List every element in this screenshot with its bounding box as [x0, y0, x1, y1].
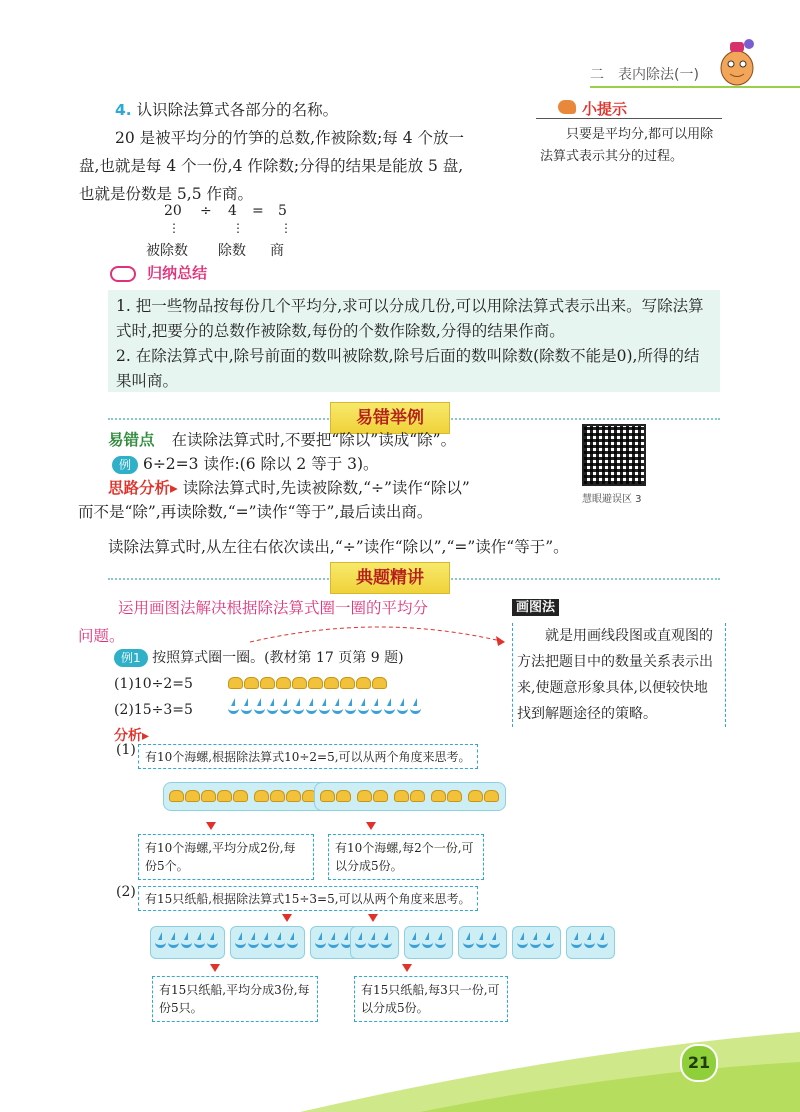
item-line: 也就是份数是 5,5 作商。: [79, 185, 254, 203]
shell-groups-right: [314, 782, 506, 811]
part1-right: 有10个海螺,每2个一份,可以分成5份。: [328, 834, 484, 880]
method-title: 画图法: [512, 599, 559, 616]
typical-banner: 典题精讲: [330, 562, 450, 594]
part1-left: 有10个海螺,平均分成2份,每份5个。: [138, 834, 314, 880]
boat-groups-right: [350, 926, 615, 959]
page-number: 21: [680, 1044, 718, 1082]
item-line: 盘,也就是每 4 个一份,4 作除数;分得的结果是能放 5 盘,: [79, 157, 464, 175]
bird-icon: [558, 100, 576, 114]
label-quotient: 商: [270, 243, 284, 259]
analysis-text: 而不是“除”,再读除数,“=”读作“等于”,最后读出商。: [78, 503, 433, 521]
method-text: 就是用画线段图或直观图的方法把题目中的数量关系表示出来,使题意形象具体,以便较快地找到解题途径的策略。: [512, 623, 726, 727]
item-number: 4.: [115, 101, 132, 119]
mistakes-banner: 易错举例: [330, 402, 450, 434]
tip-title: 小提示: [582, 100, 628, 118]
part2-text: 有15只纸船,根据除法算式15÷3=5,可以从两个角度来思考。: [138, 886, 478, 911]
mistake-conclusion: 读除法算式时,从左往右依次读出,“÷”读作“除以”,“=”读作“等于”。: [108, 538, 569, 556]
method-box: [512, 596, 726, 727]
example-tag: 例: [112, 456, 138, 474]
analysis-label: 思路分析: [108, 479, 171, 497]
item-title: 认识除法算式各部分的名称。: [136, 101, 339, 119]
summary-item: 2. 在除法算式中,除号前面的数叫被除数,除号后面的数叫除数(除数不能是0),所得的结果叫商。: [116, 347, 700, 390]
analysis-text: 读除法算式时,先读被除数,“÷”读作“除以”: [182, 479, 470, 497]
eq-quotient: 5: [278, 203, 287, 219]
part2-left: 有15只纸船,平均分成3份,每份5只。: [152, 976, 318, 1022]
mistake-text: 在读除法算式时,不要把“除以”读成“除”。: [171, 431, 457, 449]
down-arrow-icon: [366, 822, 376, 830]
example-text: 6÷2=3 读作:(6 除以 2 等于 3)。: [142, 455, 379, 473]
label-divisor: 除数: [218, 243, 246, 259]
down-arrow-icon: [282, 914, 292, 922]
summary-heading: 归纳总结: [147, 264, 208, 282]
tip-box: [536, 96, 726, 192]
down-arrow-icon: [368, 914, 378, 922]
example1-tag: 例1: [114, 649, 148, 667]
eq-divide-sign: ÷: [200, 203, 212, 219]
down-arrow-icon: [206, 822, 216, 830]
shell-row: [228, 674, 388, 693]
problem-2: (2)15÷3=5: [114, 702, 193, 718]
section-number: 二: [590, 67, 604, 83]
example1-text: 按照算式圈一圈。(教材第 17 页第 9 题): [152, 650, 404, 666]
qr-code[interactable]: [582, 424, 646, 486]
mistake-label: 易错点: [108, 431, 155, 449]
eye-icon: [110, 266, 136, 282]
mascot-icon: [714, 36, 760, 88]
eq-equals: =: [252, 203, 264, 219]
part1-text: 有10个海螺,根据除法算式10÷2=5,可以从两个角度来思考。: [138, 744, 478, 769]
eq-dots: ⋮: [168, 221, 180, 235]
summary-box: [108, 290, 720, 392]
typical-intro: 问题。: [78, 627, 125, 645]
part2-num: (2): [116, 884, 136, 900]
summary-item: 1. 把一些物品按每份几个平均分,求可以分成几份,可以用除法算式表示出来。写除法算式时,把要分的总数作被除数,每份的个数作除数,分得的结果作商。: [116, 297, 704, 340]
eq-divisor: 4: [228, 203, 237, 219]
down-arrow-icon: [210, 964, 220, 972]
item-line: 20 是被平均分的竹笋的总数,作被除数;每 4 个放一: [115, 129, 465, 147]
eq-dividend: 20: [164, 203, 182, 219]
label-dividend: 被除数: [146, 243, 188, 259]
qr-caption: 慧眼避误区 3: [582, 494, 642, 505]
part2-right: 有15只纸船,每3只一份,可以分成5份。: [354, 976, 508, 1022]
page-header: [590, 60, 800, 88]
typical-intro: 运用画图法解决根据除法算式圈一圈的平均分: [118, 599, 429, 617]
tip-rule: [536, 118, 722, 119]
problem-1: (1)10÷2=5: [114, 676, 193, 692]
down-arrow-icon: [402, 964, 412, 972]
eq-dots: ⋮: [280, 221, 292, 235]
tip-text: 只要是平均分,都可以用除法算式表示其分的过程。: [540, 127, 714, 164]
analysis-label-2: 分析: [114, 728, 142, 744]
part1-num: (1): [116, 742, 136, 758]
chapter-title: 表内除法(一): [618, 67, 699, 83]
boat-row: [228, 699, 423, 718]
eq-dots: ⋮: [232, 221, 244, 235]
